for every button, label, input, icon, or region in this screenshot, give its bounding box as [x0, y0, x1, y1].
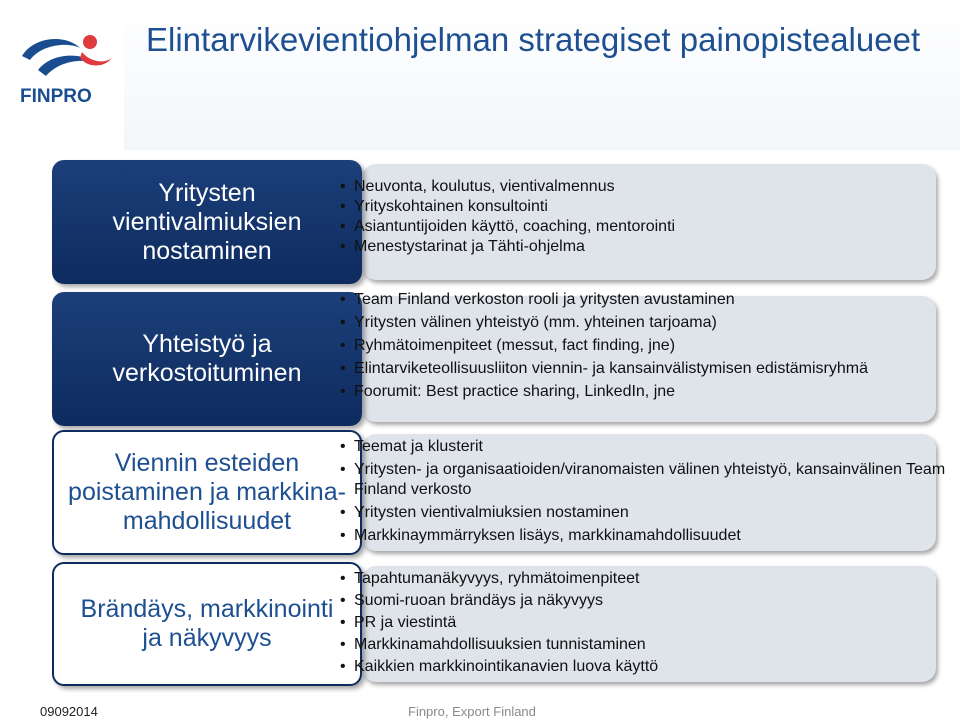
row-heading: Viennin esteiden poistaminen ja markkina-mahdollisuudet [68, 449, 346, 535]
list-item: • Elintarviketeollisuusliiton viennin- ja kansainvälistymisen edistämisryhmä [340, 359, 950, 379]
list-item: • Ryhmätoimenpiteet (messut, fact finding, jne) [340, 336, 950, 356]
list-item: • Team Finland verkoston rooli ja yritysten avustaminen [340, 290, 950, 310]
list-item: • Menestystarinat ja Tähti-ohjelma [340, 237, 950, 257]
row-heading: Yhteistyö ja verkostoituminen [112, 330, 302, 387]
bullet-list [340, 437, 950, 546]
footer-date: 09092014 [40, 704, 98, 719]
list-item: • Teemat ja klusterit [340, 437, 950, 457]
row-heading-box [52, 430, 362, 555]
list-item: • Foorumit: Best practice sharing, LinkedIn, jne [340, 382, 950, 402]
row-heading: Yritysten vientivalmiuksien nostaminen [112, 178, 302, 265]
row-heading-box [52, 160, 362, 284]
list-item: • Markkinaymmärryksen lisäys, markkinamahdollisuudet [340, 526, 950, 546]
list-item: • Markkinamahdollisuuksien tunnistaminen [340, 635, 950, 655]
page-title: Elintarvikevientiohjelman strategiset painopistealueet [146, 21, 921, 58]
list-item: • Yritysten- ja organisaatioiden/viranomaisten välinen yhteistyö, kansainvälinen Team Finland verkosto [340, 460, 950, 500]
bullet-list [340, 290, 950, 402]
list-item: • Neuvonta, koulutus, vientivalmennus [340, 177, 950, 197]
row-heading-box [52, 292, 362, 426]
finpro-logo [8, 22, 118, 110]
list-item: • Yritysten vientivalmiuksien nostaminen [340, 503, 950, 523]
list-item: • Suomi-ruoan brändäys ja näkyvyys [340, 591, 950, 611]
row-heading: Brändäys, markkinointi ja näkyvyys [80, 595, 334, 652]
list-item: • Kaikkien markkinointikanavien luova käyttö [340, 657, 950, 677]
list-item: • Asiantuntijoiden käyttö, coaching, mentorointi [340, 217, 950, 237]
list-item: • Yritysten välinen yhteistyö (mm. yhteinen tarjoama) [340, 313, 950, 333]
svg-text:FINPRO: FINPRO [20, 86, 92, 107]
row-heading-box [52, 562, 362, 686]
bullet-list [340, 177, 950, 257]
bullet-list [340, 569, 950, 677]
footer-source: Finpro, Export Finland [408, 704, 536, 719]
list-item: • Yrityskohtainen konsultointi [340, 197, 950, 217]
list-item: • Tapahtumanäkyvyys, ryhmätoimenpiteet [340, 569, 950, 589]
list-item: • PR ja viestintä [340, 613, 950, 633]
